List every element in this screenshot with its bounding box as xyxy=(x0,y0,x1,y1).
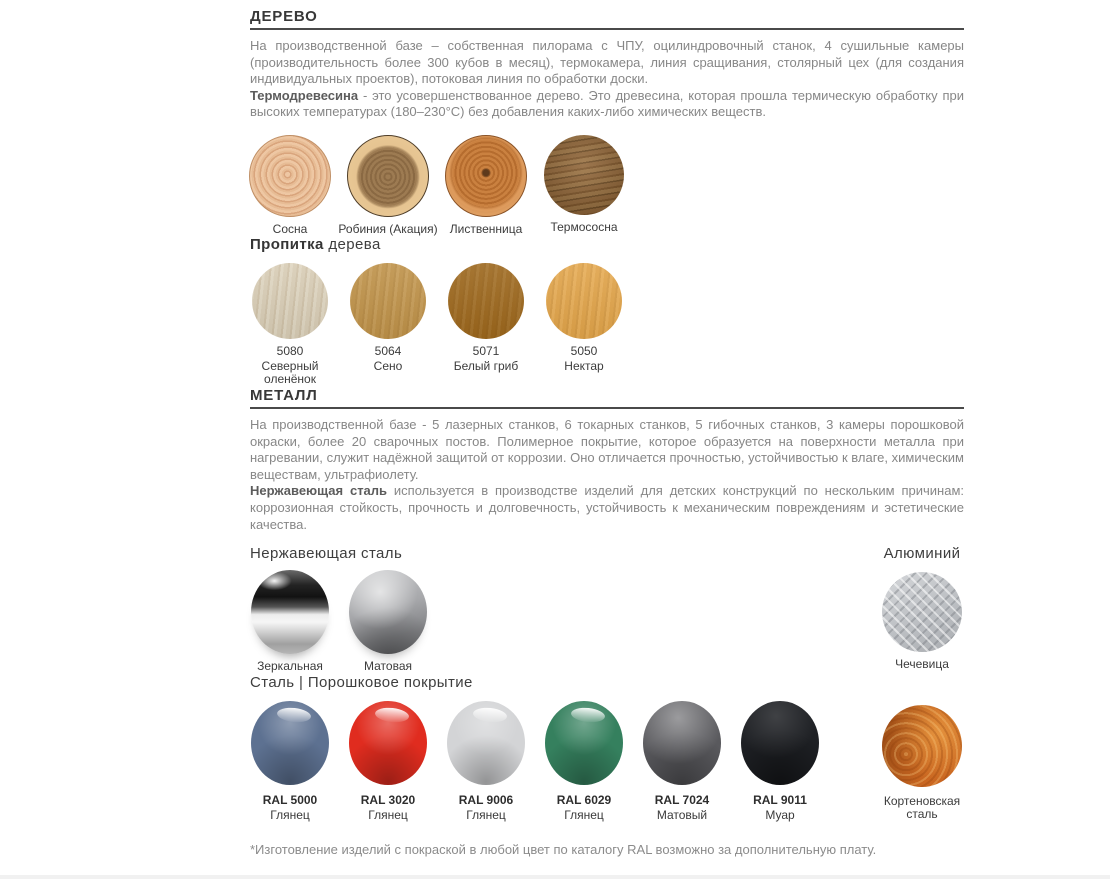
metal-intro-paragraph: На производственной базе - 5 лазерных станков, 6 токарных станков, 5 гибочных станков, 3 камеры порошковой окраски, более 20 сварочных постов. Полимерное покрытие, которое образуется на поверхности металла при нагревании, служит надёжной защитой от коррозии. Оно отличается прочностью, устойчивостью к влаге, химическим веществам, ультрафиолету. xyxy=(250,416,964,482)
ral-9011-code: RAL 9011 xyxy=(753,792,807,807)
stainless-matte xyxy=(348,570,428,674)
aluminum-title: Алюминий xyxy=(883,545,961,563)
impregnation-title-light: дерева xyxy=(323,236,381,254)
matte-steel-label: Матовая xyxy=(364,659,412,674)
ral-7024-code: RAL 7024 xyxy=(654,792,710,807)
swatch-5071-name: Белый гриб xyxy=(453,358,519,373)
impregnation-5080 xyxy=(250,263,330,387)
corten-steel-swatch xyxy=(882,705,962,787)
ral-3020-item xyxy=(348,701,428,822)
swatch-5080 xyxy=(252,263,328,339)
ral-7024-swatch xyxy=(643,701,721,785)
ral-6029-finish: Глянец xyxy=(564,807,604,822)
ral-7024-finish: Матовый xyxy=(656,807,708,822)
ral-5000-swatch xyxy=(251,701,329,785)
pine-label: Сосна xyxy=(272,221,308,236)
wood-thermo-paragraph xyxy=(250,88,964,121)
impregnation-row xyxy=(250,263,964,387)
wood-species-larch xyxy=(446,135,526,237)
wood-section-divider xyxy=(250,28,964,30)
stainless-description: используется в производстве изделий для детских конструкций по нескольким причинам: коррозионная стойкость, прочность и долговечность, устойчивость к механическим повреждениям и эстетические качества. xyxy=(250,483,965,532)
swatch-5050 xyxy=(546,263,622,339)
aluminum-label: Чечевица xyxy=(895,657,949,672)
ral-9006-finish: Глянец xyxy=(466,807,506,822)
thermopine-label: Термососна xyxy=(550,219,618,234)
ral-7024-item xyxy=(642,701,722,822)
ral-3020-code: RAL 3020 xyxy=(360,792,416,807)
swatch-5050-code: 5050 xyxy=(570,344,598,359)
metal-section-title: МЕТАЛЛ xyxy=(250,386,318,404)
impregnation-5071 xyxy=(446,263,526,387)
corten-steel-label: Кортеновская сталь xyxy=(883,793,961,822)
ral-5000-finish: Глянец xyxy=(270,807,310,822)
larch-label: Лиственница xyxy=(449,221,523,236)
corten-steel-item xyxy=(874,705,970,822)
metal-stainless-paragraph xyxy=(250,483,964,533)
ral-3020-swatch xyxy=(349,701,427,785)
wood-species-pine xyxy=(250,135,330,237)
ral-6029-swatch xyxy=(545,701,623,785)
ral-6029-code: RAL 6029 xyxy=(556,792,612,807)
powder-coating-title: Сталь | Порошковое покрытие xyxy=(250,673,473,691)
ral-9006-swatch xyxy=(447,701,525,785)
ral-9006-item xyxy=(446,701,526,822)
page-content xyxy=(250,8,964,870)
impregnation-title xyxy=(250,236,964,253)
page-bottom-edge xyxy=(0,875,1110,879)
wood-species-robinia xyxy=(338,135,438,237)
mirror-steel-label: Зеркальная xyxy=(257,659,323,674)
swatch-5071 xyxy=(448,263,524,339)
thermopine-swatch xyxy=(544,135,624,215)
swatch-5064 xyxy=(350,263,426,339)
swatch-5080-name: Северный оленёнок xyxy=(261,358,319,387)
stainless-row xyxy=(250,570,964,674)
impregnation-5064 xyxy=(348,263,428,387)
wood-intro-paragraph: На производственной базе – собственная пилорама с ЧПУ, оцилиндровочный станок, 4 сушильные камеры (производительность более 300 кубов в месяц), термокамера, линия сращивания, столярный цех (для создания индивидуальных проектов), потоковая линия по обработки доски. xyxy=(250,38,964,87)
ral-9011-finish: Муар xyxy=(765,807,795,822)
wood-section-title: ДЕРЕВО xyxy=(250,8,318,25)
powder-coating-row xyxy=(250,701,964,822)
stainless-mirror xyxy=(250,570,330,674)
wood-species-row xyxy=(250,135,964,237)
swatch-5071-code: 5071 xyxy=(472,344,500,359)
swatch-5080-code: 5080 xyxy=(276,344,304,359)
thermowood-term: Термодревесина xyxy=(250,87,359,103)
ral-3020-finish: Глянец xyxy=(368,807,408,822)
larch-swatch xyxy=(445,135,527,217)
stainless-term: Нержавеющая сталь xyxy=(250,483,388,499)
robinia-swatch xyxy=(347,135,429,217)
wood-species-thermopine xyxy=(544,135,624,237)
swatch-5064-code: 5064 xyxy=(374,344,402,359)
ral-9011-swatch xyxy=(741,701,819,785)
pine-swatch xyxy=(249,135,331,217)
impregnation-5050 xyxy=(544,263,624,387)
matte-steel-swatch xyxy=(349,570,427,654)
ral-5000-item xyxy=(250,701,330,822)
swatch-5064-name: Сено xyxy=(373,358,403,373)
thermowood-description: - это усовершенствованное дерево. Это древесина, которая прошла термическую обработку при высоких температурах (180–230°С) без добавления каких-либо химических веществ. xyxy=(250,87,964,120)
stainless-title: Нержавеющая сталь xyxy=(250,545,403,563)
ral-9006-code: RAL 9006 xyxy=(458,792,514,807)
ral-footnote: *Изготовление изделий с покраской в любой цвет по каталогу RAL возможно за дополнительную плату. xyxy=(250,841,877,857)
metal-section-divider xyxy=(250,407,964,409)
swatch-5050-name: Нектар xyxy=(564,358,604,373)
aluminum-plate-swatch xyxy=(882,572,962,652)
impregnation-title-bold: Пропитка xyxy=(250,236,324,254)
aluminum-block xyxy=(874,545,970,672)
robinia-label: Робиния (Акация) xyxy=(338,221,438,236)
ral-5000-code: RAL 5000 xyxy=(262,792,318,807)
ral-9011-item xyxy=(740,701,820,822)
ral-6029-item xyxy=(544,701,624,822)
mirror-steel-swatch xyxy=(251,570,329,654)
stainless-block xyxy=(250,545,964,674)
